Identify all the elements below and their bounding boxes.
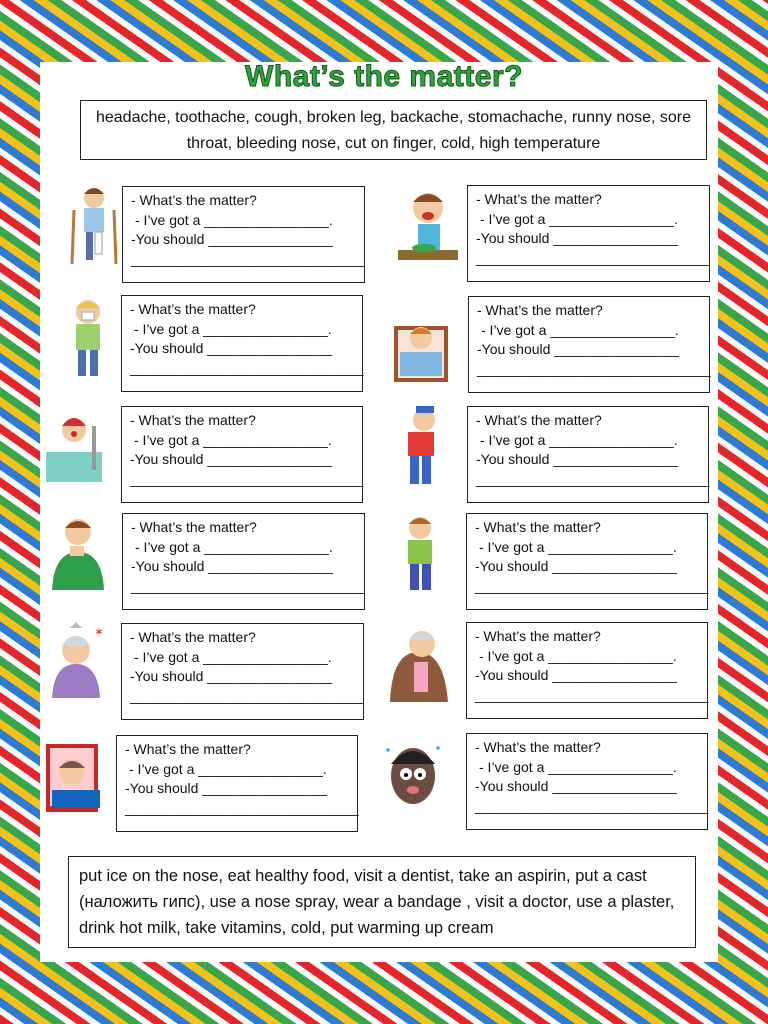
question-line: - What’s the matter? [125,741,251,757]
page-title: What’s the matter? [245,60,523,93]
exercise-card-11 [116,735,358,832]
advice-line[interactable]: -You should ________________ [131,231,333,247]
answer-line[interactable]: - I’ve got a ________________. [479,538,677,555]
blank-line[interactable]: ______________________________ [125,799,359,816]
advice-line[interactable]: -You should ________________ [477,341,679,357]
answer-line[interactable]: - I’ve got a ________________. [479,647,677,664]
blank-line[interactable]: ______________________________ [131,577,365,594]
advice-line[interactable]: -You should ________________ [476,451,678,467]
answer-line[interactable]: - I’ve got a ________________. [134,431,332,448]
blank-line[interactable]: ______________________________ [477,360,711,377]
answer-line[interactable]: - I’ve got a ________________. [134,320,332,337]
question-line: - What’s the matter? [477,302,603,318]
exercise-card-12 [466,733,708,830]
advice-line[interactable]: -You should ________________ [475,778,677,794]
old-man-coughing-illustration [386,622,452,706]
advice-line[interactable]: -You should ________________ [125,780,327,796]
advice-line[interactable]: -You should ________________ [475,558,677,574]
svg-text:✶: ✶ [94,625,105,639]
answer-line[interactable]: - I’ve got a ________________. [135,538,333,555]
advice-line[interactable]: -You should ________________ [131,558,333,574]
exercise-card-4 [468,296,710,393]
question-line: - What’s the matter? [130,301,256,317]
exercise-card-9 [121,623,364,720]
blank-line[interactable]: ______________________________ [475,577,709,594]
answer-line[interactable]: - I’ve got a ________________. [129,760,327,777]
blank-line[interactable]: ______________________________ [475,686,709,703]
advice-line[interactable]: -You should ________________ [475,667,677,683]
advice-line[interactable]: -You should ________________ [476,230,678,246]
exercise-card-1 [122,186,365,283]
advice-line[interactable]: -You should ________________ [130,451,332,467]
blank-line[interactable]: ______________________________ [476,470,710,487]
boy-with-runny-nose-illustration [58,296,124,380]
blank-line[interactable]: ______________________________ [475,797,709,814]
exercise-card-10 [466,622,708,719]
man-with-backache-illustration [386,404,452,488]
exercise-card-6 [467,406,709,503]
boy-with-sore-throat-illustration [44,512,110,596]
blank-line[interactable]: ______________________________ [476,249,710,266]
sweating-boy-with-cold-illustration [380,734,446,818]
question-line: - What’s the matter? [475,628,601,644]
exercise-card-5 [121,406,363,503]
blank-line[interactable]: ______________________________ [131,250,365,267]
advice-word-bank: put ice on the nose, eat healthy food, visit a dentist, take an aspirin, put a cast (наложить гипс), use a nose spray, wear a bandage , visit a doctor, use a plaster, drink hot milk, take vitamins, cold, put warming up cream [68,856,696,948]
exercise-card-8 [466,513,708,610]
boy-on-crutches-illustration [64,184,130,268]
child-with-high-temperature-illustration [42,736,108,820]
exercise-card-2 [467,185,710,282]
answer-line[interactable]: - I’ve got a ________________. [479,758,677,775]
answer-line[interactable]: - I’ve got a ________________. [480,210,678,227]
blank-line[interactable]: ______________________________ [130,687,364,704]
question-line: - What’s the matter? [131,519,257,535]
blank-line[interactable]: ______________________________ [130,359,364,376]
question-line: - What’s the matter? [130,629,256,645]
man-with-toothache-illustration [394,186,460,270]
blank-line[interactable]: ______________________________ [130,470,364,487]
answer-line[interactable]: - I’ve got a ________________. [134,648,332,665]
advice-line[interactable]: -You should ________________ [130,668,332,684]
exercise-card-7 [122,513,365,610]
advice-line[interactable]: -You should ________________ [130,340,332,356]
question-line: - What’s the matter? [475,519,601,535]
answer-line[interactable]: - I’ve got a ________________. [135,211,333,228]
question-line: - What’s the matter? [476,191,602,207]
patient-with-bleeding-nose-illustration [42,406,108,490]
boy-with-stomachache-illustration [386,512,452,596]
answer-line[interactable]: - I’ve got a ________________. [481,321,679,338]
ailment-word-bank: headache, toothache, cough, broken leg, backache, stomachache, runny nose, sore throat, bleeding nose, cut on finger, cold, high temperature [80,100,707,160]
question-line: - What’s the matter? [475,739,601,755]
answer-line[interactable]: - I’ve got a ________________. [480,431,678,448]
sick-man-in-bed-illustration [388,306,454,390]
question-line: - What’s the matter? [130,412,256,428]
woman-with-headache-illustration [44,620,110,704]
question-line: - What’s the matter? [476,412,602,428]
exercise-card-3 [121,295,363,392]
question-line: - What’s the matter? [131,192,257,208]
